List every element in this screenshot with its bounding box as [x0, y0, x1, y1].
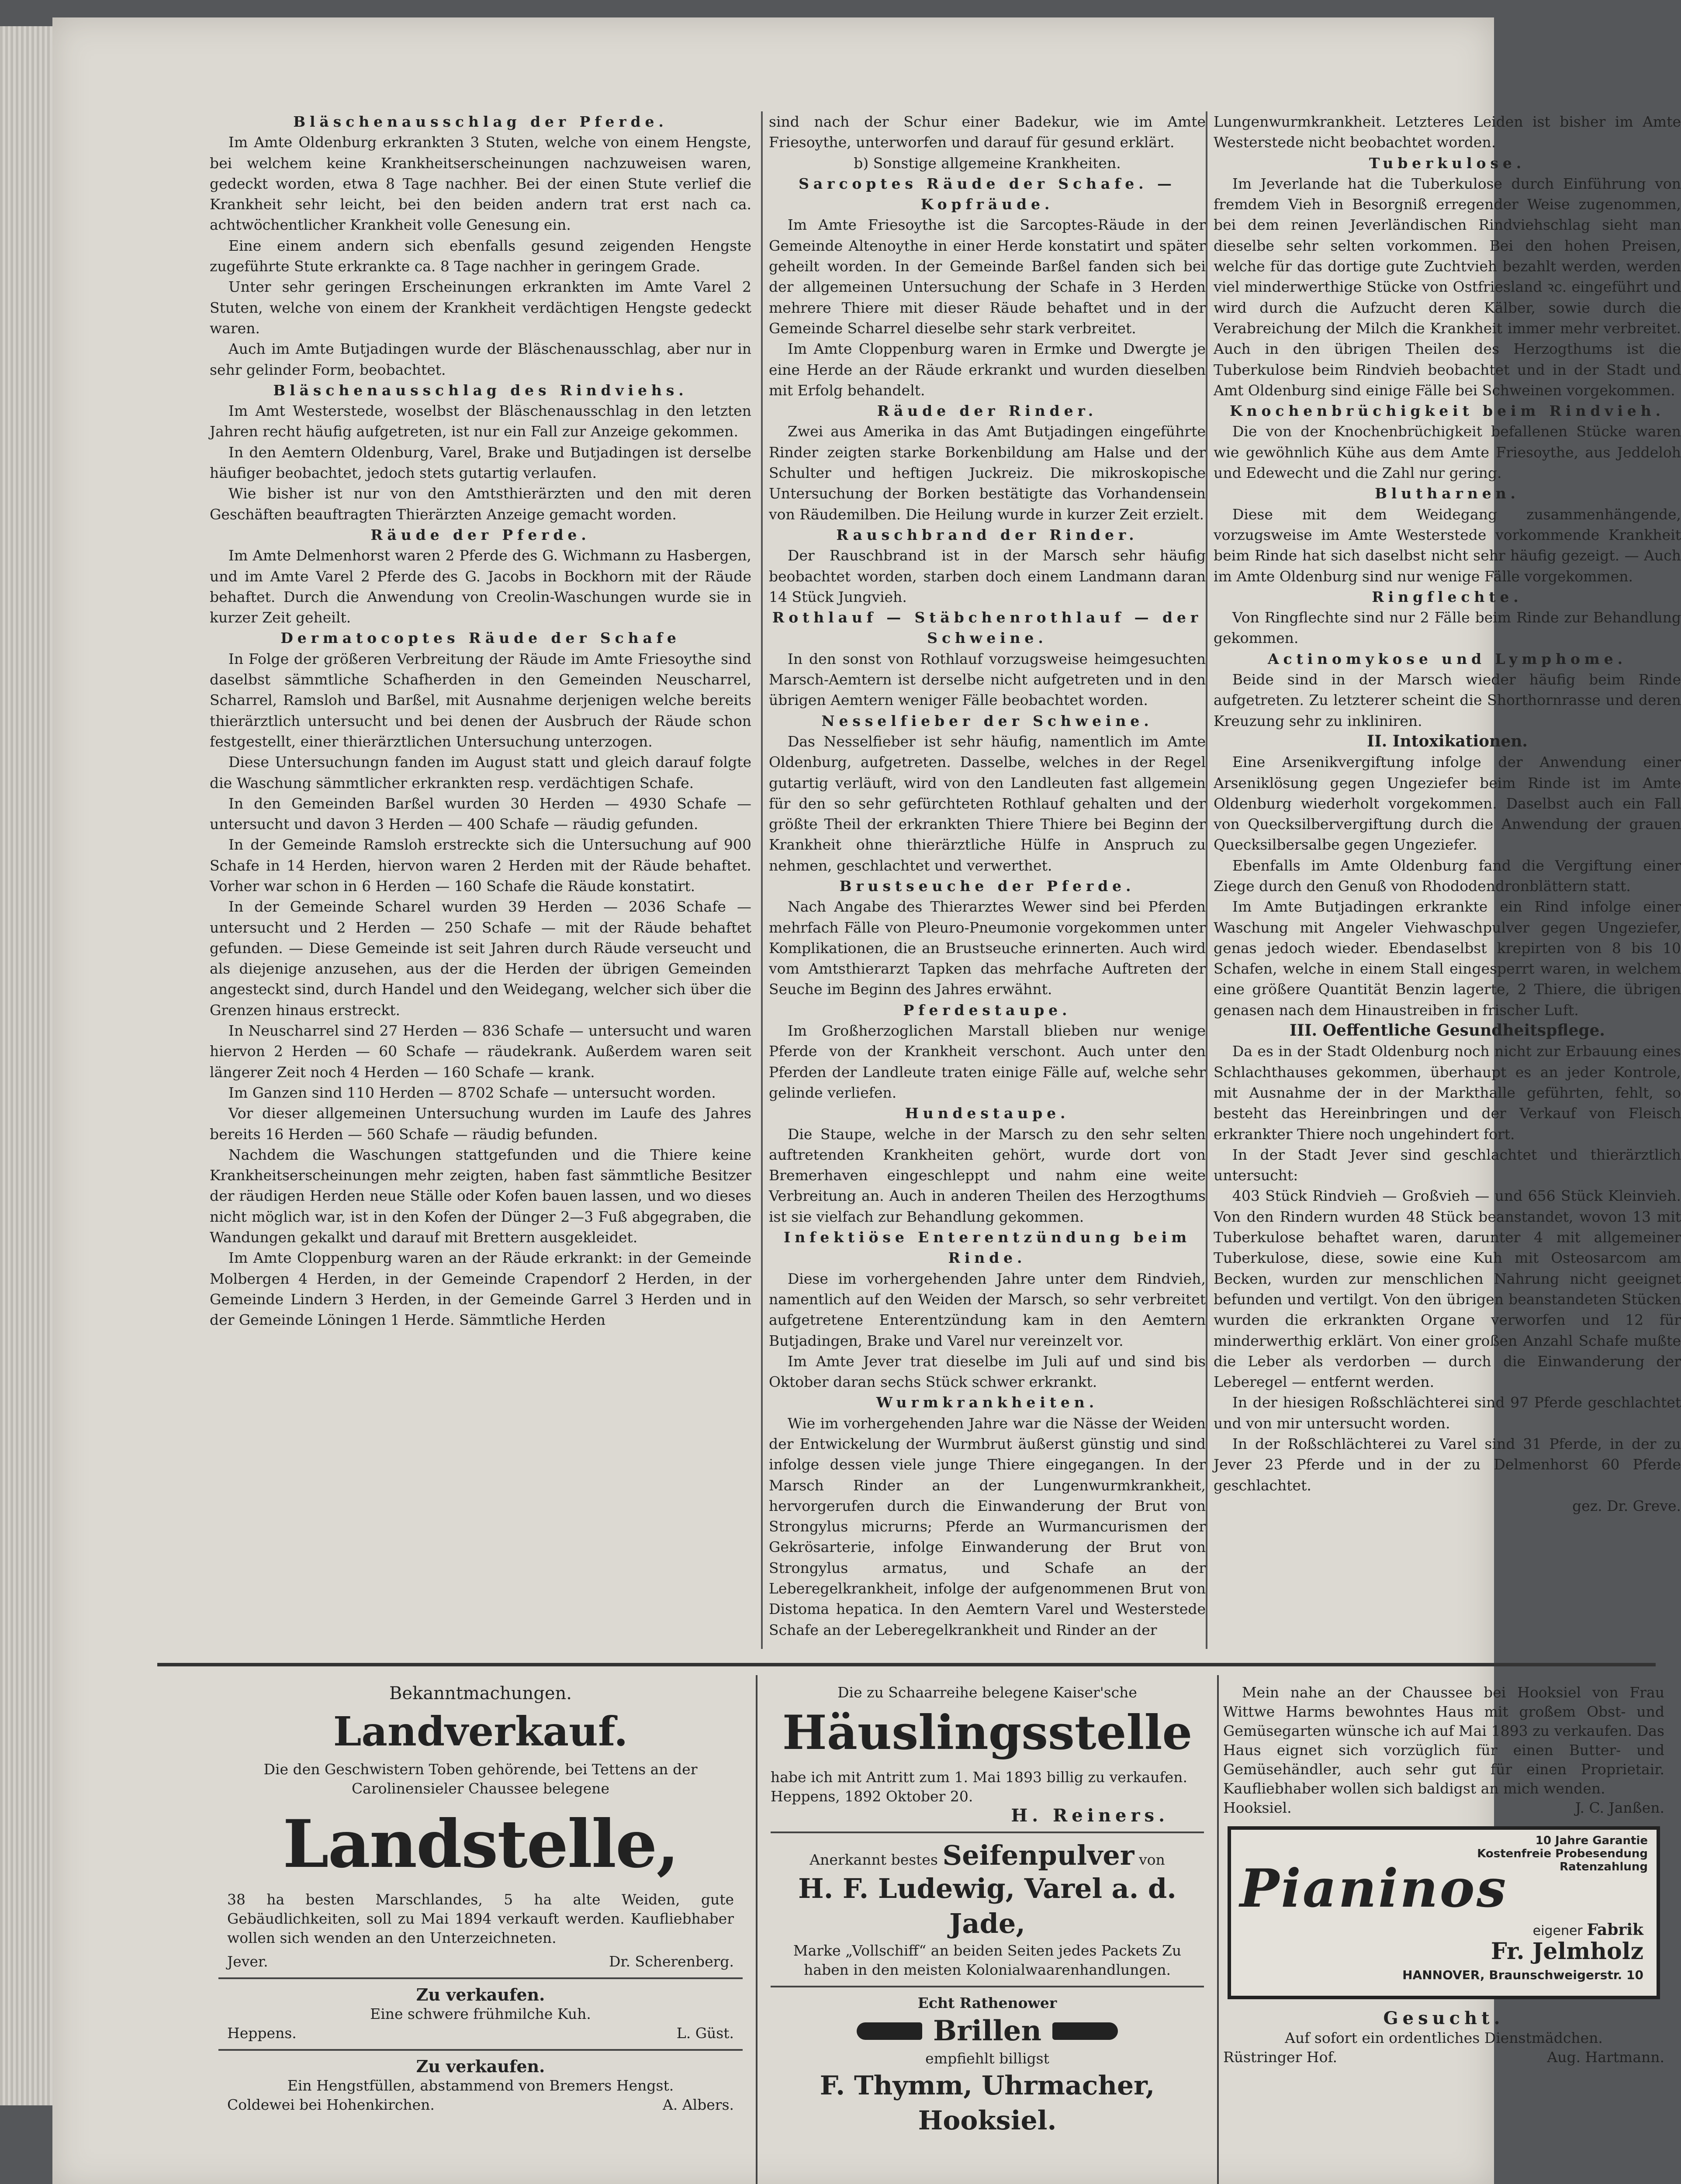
section-heading: Tuberkulose. — [1369, 154, 1526, 172]
paragraph: Eine einem andern sich ebenfalls gesund zeigenden Hengste zugeführte Stute erkrankte ca. 8 Tage nachher in geringem Grade. — [210, 237, 751, 275]
glass-body: empfiehlt billigst — [925, 2050, 1049, 2067]
paragraph: Im Amte Delmenhorst waren 2 Pferde des G. Wichmann zu Hasbergen, und im Amte Varel 2 Pferde des G. Jacobs in Bockhorn mit der Räude behaftet. Durch die Anwendung von Creolin-Waschungen wurde sie in kurzer Zeit geheilt. — [210, 547, 751, 626]
sale-title: Zu verkaufen. — [416, 2056, 545, 2076]
section-heading: Nesselfieber der Schweine. — [821, 712, 1153, 729]
paragraph: Der Rauschbrand ist in der Marsch sehr häufig beobachtet worden, starben doch einem Landmann daran 14 Stück Jungvieh. — [769, 547, 1206, 605]
ad-signer: H. Reiners. — [1011, 1805, 1169, 1826]
paragraph: Vor dieser allgemeinen Untersuchung wurden im Laufe des Jahres bereits 16 Herden — 560 Schafe — räudig befunden. — [210, 1105, 751, 1143]
sale-place: Coldewei bei Hohenkirchen. — [227, 2096, 435, 2113]
soap-von: von — [1138, 1851, 1165, 1868]
piano-title: Pianinos — [1240, 1858, 1508, 1919]
wanted-place: Rüstringer Hof. — [1223, 2049, 1337, 2066]
ads-heading: Bekanntmachungen. — [389, 1683, 572, 1704]
section-heading: Räude der Pferde. — [370, 526, 591, 543]
wanted-title: Gesucht. — [1383, 2008, 1505, 2028]
paragraph: In der Roßschlächterei zu Varel sind 31 Pferde, in der zu Jever 23 Pferde und in der zu Delmenhorst 60 Pferde geschlachtet. — [1214, 1435, 1681, 1494]
section-heading: Brustseuche der Pferde. — [839, 877, 1135, 895]
section-heading: b) Sonstige allgemeine Krankheiten. — [854, 154, 1121, 172]
section-heading: Dermatocoptes Räude der Schafe — [280, 629, 681, 647]
sale-body: Eine schwere frühmilche Kuh. — [370, 2005, 591, 2022]
column-divider — [1206, 111, 1207, 1649]
newspaper-page — [52, 17, 1681, 2184]
sale-title: Zu verkaufen. — [416, 1985, 545, 2004]
paragraph: Die von der Knochenbrüchigkeit befallenen Stücke waren wie gewöhnlich Kühe aus dem Amte Friesoythe, aus Jeddeloh und Edewecht und die Zahl nur gering. — [1214, 423, 1681, 482]
glass-firm: F. Thymm, Uhrmacher, Hooksiel. — [820, 2070, 1155, 2136]
paragraph: Die Staupe, welche in der Marsch zu den sehr selten auftretenden Krankheiten gehört, wurde dort von Bremerhaven eingeschleppt und nahm eine weite Verbreitung an. Auch in anderen Theilen des Herzogthums ist sie vielfach zur Behandlung gekommen. — [769, 1125, 1206, 1225]
sale-signer: L. Güst. — [676, 2025, 734, 2042]
paragraph: In den sonst von Rothlauf vorzugsweise heimgesuchten Marsch-Aemtern ist derselbe nicht aufgetreten und in den übrigen Aemtern weniger Fälle beobachtet worden. — [769, 650, 1206, 709]
paragraph: In der Stadt Jever sind geschlachtet und thierärztlich untersucht: — [1214, 1146, 1681, 1184]
soap-body: Marke „Vollschiff“ an beiden Seiten jedes Packets Zu haben in den meisten Kolonialwaarenhandlungen. — [793, 1942, 1182, 1978]
column-2 — [769, 111, 1206, 1649]
ad-intro: Die zu Schaarreihe belegene Kaiser'sche — [837, 1684, 1137, 1701]
piano-city: HANNOVER, Braunschweigerstr. 10 — [1402, 1968, 1643, 1982]
paragraph: In Folge der größeren Verbreitung der Räude im Amte Friesoythe sind daselbst sämmtliche Schafherden in den Gemeinden Neuscharrel, Scharrel, Ramsloh und Barßel, mit Ausnahme derjenigen welche bereits thierärztlich untersucht und bei denen der Ausbruch der Räude schon festgestellt, einer thierärztlichen Untersuchung unterzogen. — [210, 650, 751, 750]
ad-haeuslingsstelle — [756, 1675, 1219, 2184]
pointing-hand-icon — [1052, 2022, 1118, 2040]
ad-place: Hooksiel. — [1223, 1799, 1292, 1816]
paragraph: Im Amte Butjadingen erkrankte ein Rind infolge einer Waschung mit Angeler Viehwaschpulver gegen Ungeziefer, genas jedoch wieder. Ebendaselbst krepirten von 8 bis 10 Schafen, welche in einem Stall eingesperrt waren, in welchem eine größere Quantität Benzin lagerte, 2 Thiere, die übrigen genasen nach dem Hinaustreiben in frischer Luft. — [1214, 898, 1681, 1019]
paragraph: Nach Angabe des Thierarztes Wewer sind bei Pferden mehrfach Fälle von Pleuro-Pneumonie vorgekommen unter Komplikationen, die an Brustseuche erinnerten. Auch wird vom Amtsthierarzt Tapken das mehrfache Auftreten der Seuche im Beginn des Jahres erwähnt. — [769, 898, 1206, 998]
section-heading: Bläschenausschlag der Pferde. — [293, 113, 668, 130]
sale-signer: A. Albers. — [662, 2096, 734, 2113]
ad-divider — [218, 2049, 743, 2051]
paragraph: In Neuscharrel sind 27 Herden — 836 Schafe — untersucht und waren hiervon 2 Herden — 60 Schafe — räudekrank. Außerdem waren seit längerer Zeit noch 4 Herden — 160 Schafe — krank. — [210, 1022, 751, 1081]
paragraph: Im Amte Friesoythe ist die Sarcoptes-Räude in der Gemeinde Altenoythe in einer Herde konstatirt und später geheilt worden. In der Gemeinde Barßel fanden sich bei der allgemeinen Untersuchung der Schafe in 3 Herden mehrere Thiere mit dieser Räude behaftet und in der Gemeinde Scharrel dieselbe sehr stark verbreitet. — [769, 216, 1206, 337]
section-heading: Rauschbrand der Rinder. — [836, 526, 1138, 543]
paragraph: sind nach der Schur einer Badekur, wie im Amte Friesoythe, unterworfen und darauf für gesund erklärt. — [769, 113, 1206, 151]
paragraph: Im Amte Jever trat dieselbe im Juli auf und sind bis Oktober daran sechs Stück schwer erkrankt. — [769, 1352, 1206, 1391]
paragraph: Im Großherzoglichen Marstall blieben nur wenige Pferde von der Krankheit verschont. Auch unter den Pferden der Landleute traten einige Fälle auf, welche sehr gelinde verliefen. — [769, 1022, 1206, 1101]
signature: gez. Dr. Greve. — [1572, 1497, 1681, 1514]
page-stack-edge — [0, 26, 61, 2105]
ad-place: Jever. — [227, 1953, 268, 1970]
ad-big-title: Landstelle, — [283, 1806, 678, 1883]
ad-divider — [218, 1977, 743, 1979]
section-heading: Ringflechte. — [1372, 588, 1523, 605]
piano-eigener: eigener — [1532, 1923, 1583, 1939]
paragraph: Nachdem die Waschungen stattgefunden und die Thiere keine Krankheitserscheinungen mehr zeigten, haben fast sämmtliche Besitzer der räudigen Herden neue Ställe oder Kofen bauen lassen, und wo dieses nicht möglich war, ist in den Kofen der Dünger 2—3 Fuß abgegraben, die Wandungen gekalkt und darauf mit Brettern ausgekleidet. — [210, 1146, 751, 1246]
paragraph: In der Gemeinde Ramsloh erstreckte sich die Untersuchung auf 900 Schafe in 14 Herden, hiervon waren 2 Herden mit der Räude behaftet. Vorher war schon in 6 Herden — 160 Schafe die Räude konstatirt. — [210, 836, 751, 895]
paragraph: In der hiesigen Roßschlächterei sind 97 Pferde geschlachtet und von mir untersucht worden. — [1214, 1394, 1681, 1432]
wanted-signer: Aug. Hartmann. — [1547, 2049, 1664, 2066]
column-3 — [1214, 111, 1681, 1649]
section-rule — [157, 1663, 1656, 1666]
sale-place: Heppens. — [227, 2025, 297, 2042]
pointing-hand-icon — [857, 2022, 922, 2040]
sale-body: Ein Hengstfüllen, abstammend von Bremers Hengst. — [287, 2077, 674, 2094]
paragraph: In der Gemeinde Scharel wurden 39 Herden — 2036 Schafe — untersucht und 2 Herden — 250 Schafe — mit der Räude behaftet gefunden. — Diese Gemeinde ist seit Jahren durch Räude verseucht und als diejenige anzusehen, aus der die Herden der übrigen Gemeinden angesteckt sind, durch Handel und den Weidegang, welcher sich über die Grenzen hinaus erstreckt. — [210, 898, 751, 1019]
ad-divider — [771, 1832, 1204, 1833]
paragraph: Im Amte Cloppenburg waren an der Räude erkrankt: in der Gemeinde Molbergen 4 Herden, in der Gemeinde Crapendorf 2 Herden, in der Gemeinde Lindern 3 Herden, in der Gemeinde Garrel 3 Herden und in der Gemeinde Löningen 1 Herde. Sämmtliche Herden — [210, 1249, 751, 1329]
part-heading: II. Intoxikationen. — [1367, 732, 1528, 750]
ad-landverkauf — [218, 1675, 743, 2184]
section-heading: Infektiöse Enterentzündung beim Rinde. — [783, 1229, 1191, 1267]
piano-maker: Fr. Jelmholz — [1491, 1938, 1643, 1965]
paragraph: Ebenfalls im Amte Oldenburg fand die Vergiftung einer Ziege durch den Genuß von Rhododendronblättern statt. — [1214, 857, 1681, 895]
paragraph: Diese im vorhergehenden Jahre unter dem Rindvieh, namentlich auf den Weiden der Marsch, so sehr verbreitet aufgetretene Enterentzündung kam in den Aemtern Butjadingen, Brake und Varel nur vereinzelt vor. — [769, 1270, 1206, 1349]
piano-fabrik: Fabrik — [1587, 1921, 1643, 1939]
section-heading: Blutharnen. — [1375, 485, 1520, 502]
glass-title: Brillen — [933, 2015, 1041, 2047]
paragraph: Das Nesselfieber ist sehr häufig, namentlich im Amte Oldenburg, aufgetreten. Dasselbe, welches in der Regel gutartig verläuft, wird von den Landleuten fast allgemein für den so sehr gefürchteten Rothlauf gehalten und der größte Theil der erkrankten Thiere Thiere bei Beginn der Krankheit ohne thierärztliche Hülfe in Anspruch zu nehmen, geschlachtet und verwerthet. — [769, 733, 1206, 874]
piano-ad-frame — [1228, 1826, 1660, 1999]
section-heading: Sarcoptes Räude der Schafe. — Kopfräude. — [799, 175, 1176, 213]
piano-test: Kostenfreie Probesendung — [1477, 1847, 1648, 1860]
paragraph: Im Amte Oldenburg erkrankten 3 Stuten, welche von einem Hengste, bei welchem keine Krankheitserscheinungen nachzuweisen waren, gedeckt worden, etwa 8 Tage nachher. Bei der einen Stute verlief die Krankheit sehr leicht, bei den beiden andern trat erst nach ca. achtwöchentlicher Krankheit volle Genesung ein. — [210, 134, 751, 234]
paragraph: In den Gemeinden Barßel wurden 30 Herden — 4930 Schafe — untersucht und davon 3 Herden — 400 Schafe — räudig gefunden. — [210, 795, 751, 833]
ad-divider — [771, 1986, 1204, 1987]
part-heading: III. Oeffentliche Gesundheitspflege. — [1290, 1021, 1605, 1040]
paragraph: Lungenwurmkrankheit. Letzteres Leiden ist bisher im Amte Westerstede nicht beobachtet worden. — [1214, 113, 1681, 151]
paragraph: Diese mit dem Weidegang zusammenhängende, vorzugsweise im Amte Westerstede vorkommende Krankheit beim Rinde hat sich daselbst nicht sehr häufig gezeigt. — Auch im Amte Oldenburg sind nur wenige Fälle vorgekommen. — [1214, 505, 1681, 585]
paragraph: Im Jeverlande hat die Tuberkulose durch Einführung von fremdem Vieh in Besorgniß erregender Weise zugenommen, bei dem reinen Jeverländischen Rindviehschlag sieht man dieselbe sehr selten vorkommen. Bei den hohen Preisen, welche für das dortige gute Zuchtvieh bezahlt werden, werden viel minderwerthige Stücke von Ostfriesland ꝛc. eingeführt und wird durch die Aufzucht deren Kälber, sowie durch die Verabreichung der Milch die Krankheit immer mehr verbreitet. Auch in den übrigen Theilen des Herzogthums ist die Tuberkulose beim Rindvieh beobachtet und in der Stadt und Amt Oldenburg sind einige Fälle bei Schweinen vorgekommen. — [1214, 175, 1681, 399]
section-heading: Bläschenausschlag des Rindviehs. — [273, 381, 688, 399]
section-heading: Räude der Rinder. — [877, 402, 1098, 420]
paragraph: Wie bisher ist nur von den Amtsthierärzten und den mit deren Geschäften beauftragten Thierärzten Anzeige gemacht worden. — [210, 485, 751, 523]
paragraph: Eine Arsenikvergiftung infolge der Anwendung einer Arseniklösung gegen Ungeziefer beim Rinde ist im Amte Oldenburg wiederholt vorgekommen. Daselbst auch ein Fall von Quecksilbervergiftung durch die Anwendung der grauen Quecksilbersalbe gegen Ungeziefer. — [1214, 753, 1681, 854]
ad-intro: Die den Geschwistern Toben gehörende, bei Tettens an der Carolinensieler Chaussee belegene — [263, 1761, 698, 1797]
ad-title: Landverkauf. — [333, 1708, 628, 1755]
paragraph: Auch im Amte Butjadingen wurde der Bläschenausschlag, aber nur in sehr gelinder Form, beobachtet. — [210, 340, 751, 378]
section-heading: Knochenbrüchigkeit beim Rindvieh. — [1230, 402, 1665, 420]
paragraph: Unter sehr geringen Erscheinungen erkrankten im Amte Varel 2 Stuten, welche von einem der Krankheit verdächtigen Hengste gedeckt waren. — [210, 278, 751, 337]
paragraph: Im Amte Cloppenburg waren in Ermke und Dwergte je eine Herde an der Räude erkrankt und wurden dieselben mit Erfolg behandelt. — [769, 340, 1206, 399]
paragraph: Im Amt Westerstede, woselbst der Bläschenausschlag in den letzten Jahren recht häufig aufgetreten, ist nur ein Fall zur Anzeige gekommen. — [210, 402, 751, 440]
paragraph: Da es in der Stadt Oldenburg noch nicht zur Erbauung eines Schlachthauses gekommen, überhaupt es an jeder Kontrole, mit Ausnahme der in der Markthalle geführten, fehlt, so besteht das Hereinbringen und der Verkauf von Fleisch erkrankter Thiere noch ungehindert fort. — [1214, 1043, 1681, 1143]
soap-title: Seifenpulver — [942, 1839, 1135, 1871]
ad-signer: Dr. Scherenberg. — [609, 1953, 734, 1970]
piano-guarantee: 10 Jahre Garantie — [1535, 1834, 1648, 1847]
ad-dateline: Heppens, 1892 Oktober 20. — [771, 1788, 973, 1805]
glass-pre: Echt Rathenower — [917, 1994, 1057, 2011]
column-divider — [761, 111, 763, 1649]
section-heading: Rothlauf — Stäbchenrothlauf — der Schweine. — [772, 609, 1203, 647]
soap-pre: Anerkannt bestes — [809, 1851, 938, 1868]
piano-rates: Ratenzahlung — [1560, 1860, 1648, 1873]
ad-title: Häuslingsstelle — [782, 1705, 1193, 1760]
section-heading: Actinomykose und Lymphome. — [1267, 650, 1627, 667]
section-heading: Wurmkrankheiten. — [876, 1394, 1099, 1411]
paragraph: 403 Stück Rindvieh — Großvieh — und 656 Stück Kleinvieh. Von den Rindern wurden 48 Stück beanstandet, wovon 13 mit Tuberkulose behaftet waren, darunter 4 mit allgemeiner Tuberkulose, diese, sowie eine Kuh mit Osteosarcom am Becken, wurden zur menschlichen Nahrung nicht geeignet befunden und vertilgt. Von den übrigen beanstandeten Stücken wurden die erkrankten Organe verworfen und 12 für minderwerthig erklärt. Von einer großen Anzahl Schafe mußte die Leber als verdorben — durch die Einwanderung der Leberegel — entfernt werden. — [1214, 1187, 1681, 1391]
page-content — [157, 111, 1681, 2173]
section-heading: Hundestaupe. — [905, 1105, 1070, 1122]
paragraph: Von Ringflechte sind nur 2 Fälle beim Rinde zur Behandlung gekommen. — [1214, 609, 1681, 647]
paragraph: Wie im vorhergehenden Jahre war die Nässe der Weiden der Entwickelung der Wurmbrut äußerst günstig und sind infolge dessen viele junge Thiere eingegangen. In der Marsch Rinder an der Lungenwurmkrankheit, hervorgerufen durch die Einwanderung der Brut von Strongylus micrurns; Pferde an Wurmancurismen der Gekrösarterie, infolge Einwanderung der Brut von Strongylus armatus, und Schafe an der Leberegelkrankheit, infolge der aufgenommenen Brut von Distoma hepatica. In den Aemtern Varel und Westerstede Schafe an der Leberegelkrankheit und Rinder an der — [769, 1414, 1206, 1638]
soap-firm: H. F. Ludewig, Varel a. d. Jade, — [798, 1873, 1176, 1939]
ad-body: 38 ha besten Marschlandes, 5 ha alte Weiden, gute Gebäudlichkeiten, soll zu Mai 1894 verkauft werden. Kaufliebhaber wollen sich wenden an den Unterzeichneten. — [227, 1891, 734, 1946]
paragraph: Beide sind in der Marsch wieder häufig beim Rinde aufgetreten. Zu letzterer scheint die Shorthornrasse und deren Kreuzung sehr zu inkliniren. — [1214, 671, 1681, 729]
section-heading: Pferdestaupe. — [903, 1001, 1072, 1019]
paragraph: Im Ganzen sind 110 Herden — 8702 Schafe — untersucht worden. — [228, 1084, 716, 1101]
ad-haus — [1223, 1675, 1664, 2184]
wanted-body: Auf sofort ein ordentliches Dienstmädchen. — [1285, 2029, 1603, 2046]
paragraph: In den Aemtern Oldenburg, Varel, Brake und Butjadingen ist derselbe häufiger beobachtet, jedoch stets gutartig verlaufen. — [210, 443, 751, 482]
ad-body: Mein nahe an der Chaussee bei Hooksiel von Frau Wittwe Harms bewohntes Haus mit großem Obst- und Gemüsegarten wünsche ich auf Mai 1893 zu verkaufen. Das Haus eignet sich vorzüglich für einen Butter- und Gemüsehändler, auch sehr gut für einen Proprietair. Kaufliebhaber wollen sich baldigst an mich wenden. — [1223, 1684, 1664, 1797]
column-1 — [210, 111, 751, 1649]
ad-body: habe ich mit Antritt zum 1. Mai 1893 billig zu verkaufen. — [771, 1769, 1187, 1786]
paragraph: Diese Untersuchungn fanden im August statt und gleich darauf folgte die Waschung sämmtlicher erkrankten resp. verdächtigen Schafe. — [210, 753, 751, 791]
paragraph: Zwei aus Amerika in das Amt Butjadingen eingeführte Rinder zeigten starke Borkenbildung am Halse und der Schulter und heftigen Juckreiz. Die mikroskopische Untersuchung der Borken bestätigte das Vorhandensein von Räudemilben. Die Heilung wurde in kurzer Zeit erzielt. — [769, 423, 1206, 523]
ad-signer: J. C. Janßen. — [1575, 1799, 1664, 1816]
